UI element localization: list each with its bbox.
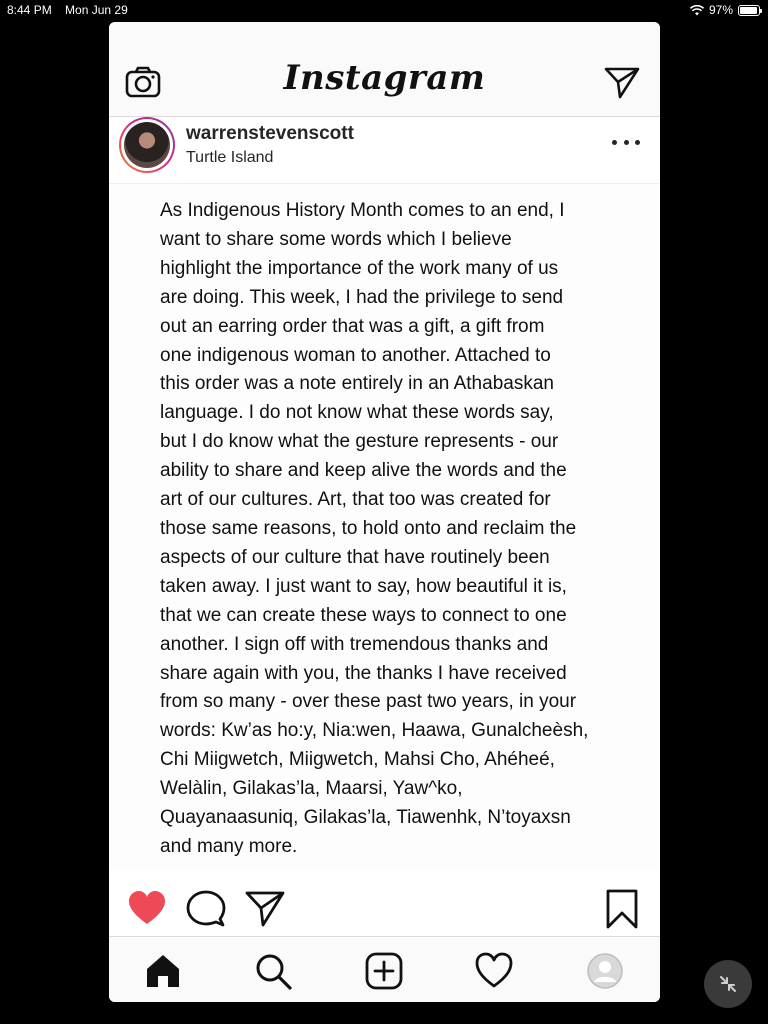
caption-line: aspects of our culture that have routinely been bbox=[160, 546, 550, 568]
caption-line: want to share some words which I believe bbox=[160, 228, 512, 250]
caption-line: language. I do not know what these words say, bbox=[160, 402, 554, 424]
post-location[interactable]: Turtle Island bbox=[186, 149, 274, 166]
caption-line: those same reasons, to hold onto and reclaim the bbox=[160, 517, 577, 539]
send-icon[interactable] bbox=[604, 66, 640, 100]
caption-line: As Indigenous History Month comes to an end, I bbox=[160, 200, 565, 221]
status-date: Mon Jun 29 bbox=[65, 3, 128, 17]
comment-icon[interactable] bbox=[186, 889, 226, 929]
caption-line: that we can create these ways to connect to one bbox=[160, 604, 567, 626]
search-icon[interactable] bbox=[253, 951, 293, 991]
heart-filled-icon[interactable] bbox=[127, 889, 167, 929]
home-icon[interactable] bbox=[143, 951, 183, 991]
caption-line: taken away. I just want to say, how beautiful it is, bbox=[160, 575, 567, 597]
caption-line: out an earring order that was a gift, a gift from bbox=[160, 315, 545, 337]
post-header bbox=[109, 117, 660, 184]
add-post-icon[interactable] bbox=[364, 951, 404, 991]
profile-icon[interactable] bbox=[585, 951, 625, 991]
wifi-icon bbox=[690, 5, 704, 16]
status-bar bbox=[0, 0, 768, 20]
post-username[interactable]: warrenstevenscott bbox=[186, 123, 354, 144]
caption-line: but I do know what the gesture represents - our bbox=[160, 431, 559, 453]
status-time: 8:44 PM bbox=[7, 3, 52, 17]
instagram-window bbox=[109, 22, 660, 1002]
avatar[interactable] bbox=[119, 117, 175, 173]
caption-line: share again with you, the thanks I have received bbox=[160, 662, 567, 684]
bookmark-icon[interactable] bbox=[602, 889, 642, 929]
minimize-icon bbox=[716, 972, 740, 996]
bottom-tab-bar bbox=[109, 937, 660, 1002]
caption-line: are doing. This week, I had the privilege to send bbox=[160, 286, 564, 308]
caption-line: art of our cultures. Art, that too was created for bbox=[160, 489, 551, 511]
caption-line: one indigenous woman to another. Attached to bbox=[160, 344, 551, 366]
caption-line: this order was a note entirely in an Athabaskan bbox=[160, 373, 554, 395]
caption-line: Chi Miigwetch, Miigwetch, Mahsi Cho, Ahéheé, bbox=[160, 749, 555, 771]
post-content bbox=[109, 185, 660, 870]
caption-line: words: Kw’as ho:y, Nia:wen, Haawa, Gunalcheèsh, bbox=[160, 720, 589, 742]
more-options-button[interactable] bbox=[612, 135, 640, 149]
share-icon[interactable] bbox=[245, 889, 285, 929]
post-caption bbox=[160, 197, 630, 862]
caption-line: Quayanaasuniq, Gilakas’la, Tiawenhk, N’toyaxsn bbox=[160, 807, 571, 829]
post-actions bbox=[109, 877, 660, 937]
instagram-logo[interactable]: Instagram bbox=[283, 58, 486, 98]
caption-line: ability to share and keep alive the words and the bbox=[160, 460, 567, 482]
caption-line: another. I sign off with tremendous thanks and bbox=[160, 633, 549, 655]
battery-percent: 97% bbox=[708, 3, 733, 17]
caption-line: and many more. bbox=[160, 835, 298, 857]
minimize-button[interactable] bbox=[704, 960, 752, 1008]
caption-line: highlight the importance of the work many of us bbox=[160, 257, 559, 279]
caption-line: Welàlin, Gilakas’la, Maarsi, Yaw^ko, bbox=[160, 778, 463, 800]
battery-fill bbox=[740, 7, 757, 14]
caption-line: from so many - over these past two years, in your bbox=[160, 691, 577, 713]
heart-icon[interactable] bbox=[474, 951, 514, 991]
battery-icon bbox=[738, 5, 760, 16]
top-nav bbox=[109, 22, 660, 117]
